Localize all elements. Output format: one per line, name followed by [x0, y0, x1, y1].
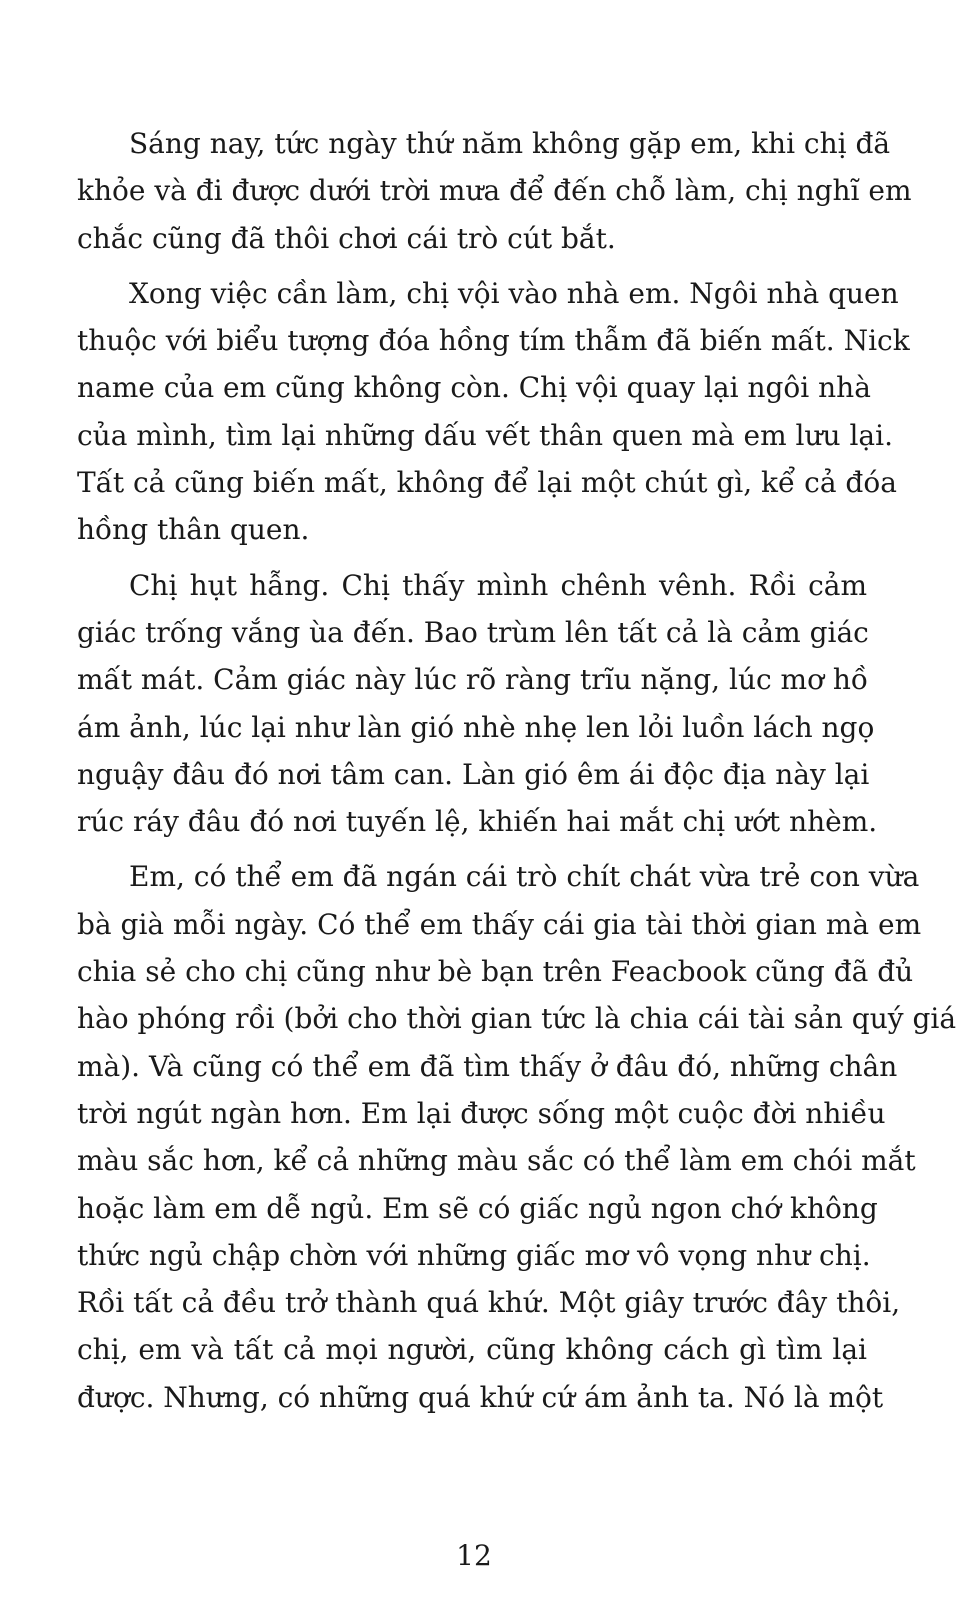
text-line: giác trống vắng ùa đến. Bao trùm lên tất cả là cảm giác — [77, 615, 869, 649]
text-line: mất mát. Cảm giác này lúc rõ ràng trĩu nặng, lúc mơ hồ — [77, 663, 869, 697]
text-line: chắc cũng đã thôi chơi cái trò cút bắt. — [77, 221, 616, 255]
text-line: Tất cả cũng biến mất, không để lại một chút gì, kể cả đóa — [77, 466, 897, 500]
text-line: của mình, tìm lại những dấu vết thân quen mà em lưu lại. — [77, 418, 893, 452]
text-line: màu sắc hơn, kể cả những màu sắc có thể làm em chói mắt — [77, 1144, 916, 1178]
text-line: trời ngút ngàn hơn. Em lại được sống một cuộc đời nhiều — [77, 1096, 886, 1130]
paragraph-spacing — [77, 554, 867, 562]
text-line: hoặc làm em dễ ngủ. Em sẽ có giấc ngủ ngon chớ không — [77, 1191, 878, 1225]
paragraph — [77, 853, 956, 1421]
text-line: bà già mỗi ngày. Có thể em thấy cái gia tài thời gian mà em — [77, 907, 922, 941]
text-line: chia sẻ cho chị cũng như bè bạn trên Feacbook cũng đã đủ — [77, 955, 914, 989]
text-line: thức ngủ chập chờn với những giấc mơ vô vọng như chị. — [77, 1238, 871, 1272]
body-text — [77, 120, 956, 1421]
text-line: Em, có thể em đã ngán cái trò chít chát vừa trẻ con vừa — [129, 860, 920, 894]
text-line: ám ảnh, lúc lại như làn gió nhè nhẹ len lỏi luồn lách ngọ — [77, 710, 875, 744]
text-line: nguậy đâu đó nơi tâm can. Làn gió êm ái độc địa này lại — [77, 757, 870, 791]
text-line: chị, em và tất cả mọi người, cũng không cách gì tìm lại — [77, 1333, 867, 1367]
text-line: hào phóng rồi (bởi cho thời gian tức là chia cái tài sản quý giá — [77, 1002, 956, 1036]
text-line: Rồi tất cả đều trở thành quá khứ. Một giây trước đây thôi, — [77, 1286, 901, 1320]
text-line: thuộc với biểu tượng đóa hồng tím thẫm đã biến mất. Nick — [77, 324, 910, 358]
paragraph-spacing — [77, 262, 867, 270]
text-line: hồng thân quen. — [77, 513, 310, 547]
text-line: được. Nhưng, có những quá khứ cứ ám ảnh ta. Nó là một — [77, 1380, 884, 1414]
text-line: rúc ráy đâu đó nơi tuyến lệ, khiến hai mắt chị ướt nhèm. — [77, 805, 878, 839]
paragraph — [77, 120, 912, 262]
text-line: Xong việc cần làm, chị vội vào nhà em. Ngôi nhà quen — [129, 276, 899, 310]
paragraph-spacing — [77, 845, 867, 853]
text-line: khỏe và đi được dưới trời mưa để đến chỗ làm, chị nghĩ em — [77, 174, 912, 208]
text-line: name của em cũng không còn. Chị vội quay lại ngôi nhà — [77, 371, 871, 405]
text-line: mà). Và cũng có thể em đã tìm thấy ở đâu đó, những chân — [77, 1049, 898, 1083]
text-line: Chị hụt hẫng. Chị thấy mình chênh vênh. Rồi cảm — [129, 568, 867, 602]
paragraph — [77, 562, 878, 846]
text-line: Sáng nay, tức ngày thứ năm không gặp em, khi chị đã — [129, 127, 891, 160]
page-number: 12 — [456, 1539, 492, 1572]
paragraph — [77, 270, 910, 554]
